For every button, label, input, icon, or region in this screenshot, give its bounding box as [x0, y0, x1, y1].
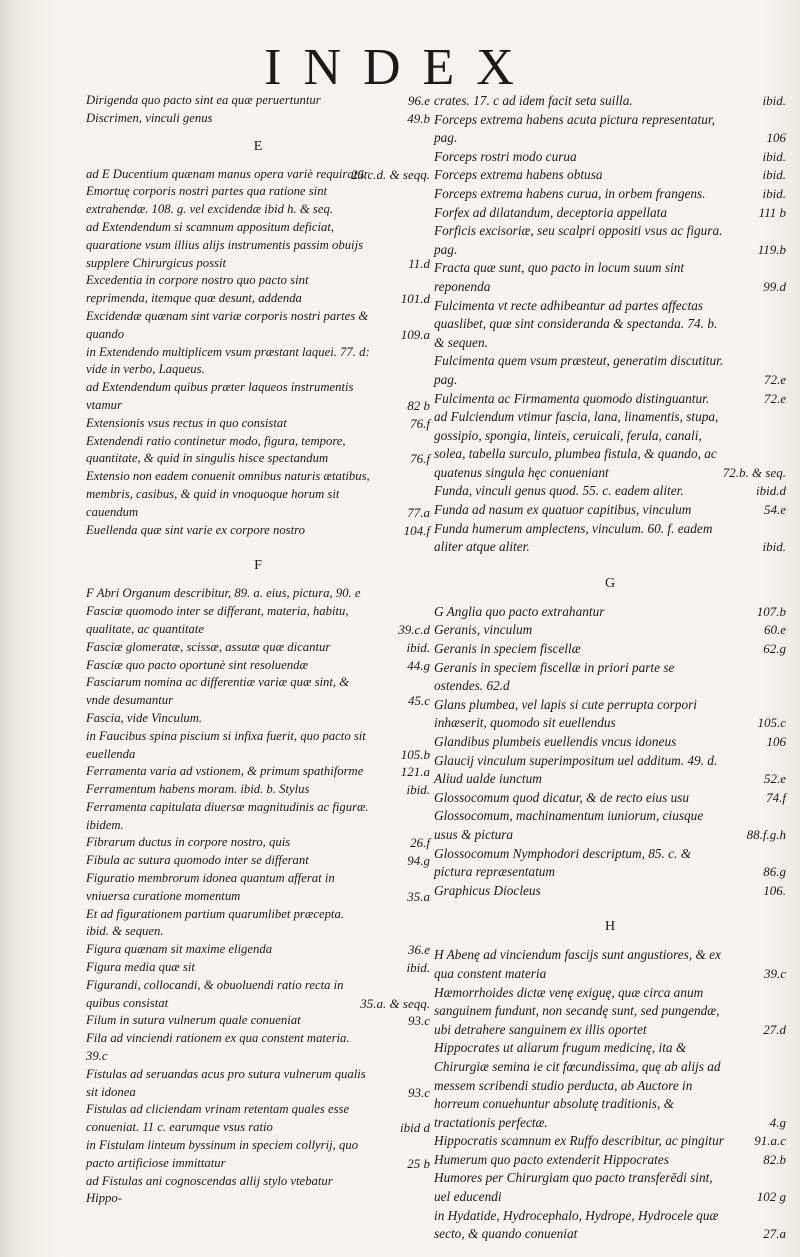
index-entry [434, 1151, 786, 1170]
index-entry-reference: 35.a. & seqq. [360, 995, 430, 1011]
index-entry-reference: ibid.d [756, 483, 786, 499]
index-entry-text: ad E Ducentium quænam manus opera variè requiratur [86, 166, 369, 181]
index-entry-text: Fasciarum nomina ac differentiæ variæ quæ sint, & vnde desumantur [86, 675, 350, 708]
index-entry [86, 468, 430, 521]
index-entry-text: Fracta quæ sunt, quo pacto in locum suum sint reponenda [434, 260, 685, 294]
index-entry-text: Extensio non eadem conuenit omnibus naturis ætatibus, membris, casibus, & quid in vnoquoque horum sit cauendum [86, 469, 370, 519]
index-entry [434, 352, 786, 389]
index-entry-reference: 76.f [410, 415, 430, 431]
index-entry [86, 710, 430, 728]
index-entry-reference: 62.g [763, 641, 786, 657]
index-entry-reference: ibid. [762, 148, 786, 164]
index-entry-reference: ibid. [406, 960, 430, 976]
index-entry-text: Glandibus plumbeis euellendis vncus idoneus [434, 734, 677, 749]
index-entry [434, 297, 786, 353]
index-entry [86, 834, 430, 852]
index-entry-text: Fibrarum ductus in corpore nostro, quis [86, 835, 291, 850]
index-entry-text: Glossocomum quod dicatur, & de recto eius usu [434, 789, 690, 805]
index-entry-reference: 109.a [400, 326, 430, 342]
index-entry-text: ad Extendendum si scamnum appositum deficiat, quaratione vsum illius alijs instrumentis passim obuijs supplere Chirurgicus possit [86, 219, 364, 270]
index-entry-reference: 25.c.d. & seqq. [351, 166, 430, 182]
section-heading-g: G [604, 575, 616, 591]
index-entry-text: Forceps extrema habens curua, in orbem frangens. [434, 185, 706, 201]
index-entry-text: Humores per Chirurgiam quo pacto transferēdi sint, uel educendi [434, 1170, 713, 1205]
index-entry-reference: 107.b [756, 603, 786, 619]
index-entry-reference: 76.f [410, 451, 430, 467]
index-entry-reference: 60.e [763, 622, 786, 638]
index-entry-text: Geranis in speciem fiscellæ [434, 641, 581, 657]
index-entry [86, 272, 430, 308]
index-entry-reference: 121.a [400, 764, 430, 780]
index-entry [434, 789, 786, 808]
index-entry-text: in Fistulam linteum byssinum in speciem collyrij, quo pacto artificiose immittatur [86, 1138, 359, 1170]
index-entry-reference: 44.g [407, 657, 430, 673]
index-entry [86, 219, 430, 272]
index-entry-text: ad Fistulas ani cognoscendas allij stylo vtebatur Hippo- [86, 1173, 333, 1206]
index-entry [434, 92, 786, 111]
index-entry-text: in Extendendo multiplicem vsum præstant laquei. 77. d: vide in verbo, Laqueus. [86, 344, 370, 377]
index-entry [86, 1012, 430, 1030]
index-entry [434, 1207, 786, 1244]
index-entry [434, 640, 786, 659]
index-entry-text: Hippocratis scamnum ex Ruffo describitur, ac pingitur [434, 1133, 724, 1149]
index-entry-text: Dirigenda quo pacto sint ea quæ peruertuntur [86, 93, 321, 107]
index-entry [86, 941, 430, 959]
index-entry-reference: 11.d [408, 255, 430, 271]
index-entry-reference: 27.d [763, 1021, 786, 1037]
index-entry-reference: 39.c.d [398, 621, 430, 637]
index-entry-reference: ibid. [762, 185, 786, 201]
index-entry-text: Geranis, vinculum [434, 622, 533, 638]
index-entry-text: G Anglia quo pacto extrahantur [434, 603, 605, 619]
index-entry [86, 870, 430, 906]
index-entry-reference: 54.e [763, 502, 786, 518]
index-entry-reference: ibid. [762, 93, 786, 108]
index-entry-reference: 72.b. & seq. [722, 464, 786, 480]
index-entry [86, 415, 430, 433]
index-entry-reference: 106 [766, 130, 786, 146]
index-entry-text: Extensionis vsus rectus in quo consistat [86, 415, 287, 430]
index-entry-text: Figura quænam sit maxime eligenda [86, 942, 273, 957]
index-entry [86, 183, 430, 219]
index-entry [86, 657, 430, 675]
index-entry-reference: 101.d [400, 291, 430, 307]
index-entry-text: Fistulas ad seruandas acus pro sutura vulnerum qualis sit idonea [86, 1066, 366, 1099]
index-entry [86, 1066, 430, 1102]
index-entry [86, 166, 430, 184]
index-entry-text: Forceps rostri modo curua [434, 148, 577, 164]
index-entry [86, 852, 430, 870]
index-entry-text: ad Extendendum quibus præter laqueos instrumentis vtamur [86, 380, 354, 412]
index-entry-reference: 105.b [400, 746, 430, 762]
index-entry-reference: 45.c [407, 693, 430, 709]
index-entry [86, 674, 430, 710]
index-entry [434, 166, 786, 185]
index-entry [434, 659, 786, 696]
index-entry-reference: 91.a.c [754, 1133, 786, 1149]
index-entry-text: Forficis excisoriæ, seu scalpri oppositi vsus ac figura. pag. [434, 223, 723, 257]
index-entry-text: Extendendi ratio continetur modo, figura, tempore, quantitate, & quid in singulis hisce spectandum [86, 433, 346, 466]
index-entry-reference: 35.a [407, 888, 430, 904]
index-entry [434, 1169, 786, 1206]
index-entry [86, 977, 430, 1013]
index-entry [86, 1137, 430, 1173]
index-entry-reference: 102 g [756, 1189, 786, 1205]
index-entry-reference: ibid. [762, 167, 786, 183]
page-title: INDEX [264, 39, 536, 96]
index-entry [434, 501, 786, 520]
index-entry [434, 845, 786, 882]
index-entry [86, 1030, 430, 1066]
index-entry-text: Filum in sutura vulnerum quale conueniat [86, 1013, 301, 1028]
index-entry [86, 799, 430, 835]
index-entry-reference: 36.e [407, 942, 430, 958]
index-entry-reference: 26.f [410, 835, 430, 851]
index-entry-reference: 104.f [403, 522, 430, 538]
index-entry-reference: ibid. [762, 539, 786, 555]
index-entry [86, 433, 430, 469]
index-entry [86, 728, 430, 764]
index-entry-text: Discrimen, vinculi genus [86, 110, 213, 125]
index-entry-reference: 82 b [407, 397, 430, 413]
index-entry [434, 390, 786, 409]
index-entry-text: Funda ad nasum ex quatuor capitibus, vinculum [434, 502, 692, 518]
index-entry [86, 344, 430, 380]
index-entry [86, 781, 430, 799]
index-entry-text: Ferramenta varia ad vstionem, & primum spathiforme [86, 764, 364, 779]
index-entry-text: Et ad figurationem partium quarumlibet præcepta. ibid. & sequen. [86, 906, 344, 939]
section-heading-f: F [254, 558, 262, 574]
index-entry [434, 259, 786, 296]
index-entry-text: Fistulas ad cliciendam vrinam retentam quales esse conueniat. 11 c. earumque vsus ratio [86, 1102, 350, 1135]
index-entry-text: Glossocomum, machinamentum iuniorum, ciusque usus & pictura [434, 808, 704, 842]
index-entry-reference: 93.c [407, 1084, 430, 1100]
index-entry [86, 1101, 430, 1137]
index-entry-reference: 88.f.g.h [746, 826, 786, 842]
index-entry-text: Humerum quo pacto extenderit Hippocrates [434, 1151, 669, 1167]
left-column [86, 92, 430, 1208]
index-entry-reference: 99.d [763, 278, 786, 294]
index-entry [86, 92, 430, 110]
index-entry-reference: ibid. [406, 782, 430, 798]
index-entry-reference: 52.e [763, 771, 786, 787]
index-entry [434, 603, 786, 622]
index-entry [86, 763, 430, 781]
index-entry-reference: 106. [763, 882, 786, 898]
index-entry-text: Funda humerum amplectens, vinculum. 60. f. eadem aliter atque aliter. [434, 520, 713, 555]
index-entry [86, 379, 430, 415]
index-entry-text: Fascia, vide Vinculum. [86, 710, 203, 725]
index-entry [434, 733, 786, 752]
index-entry [86, 110, 430, 128]
index-entry-text: Excidendæ quænam sint variæ corporis nostri partes & quando [86, 308, 369, 341]
index-entry-reference: ibid d [400, 1120, 430, 1136]
index-entry [434, 408, 786, 482]
index-entry [86, 906, 430, 942]
index-entry [86, 959, 430, 977]
index-entry-text: Fasciæ quo pacto oportunè sint resoluendæ [86, 657, 308, 672]
index-entry [434, 222, 786, 259]
index-entry [434, 111, 786, 148]
index-entry-text: Fila ad vinciendi rationem ex qua constent materia. 39.c [86, 1031, 350, 1064]
index-entry-text: Graphicus Diocleus [434, 882, 541, 898]
index-entry [86, 308, 430, 344]
index-entry [434, 204, 786, 223]
index-entry-text: F Abri Organum describitur, 89. a. eius, pictura, 90. e [86, 586, 361, 601]
index-entry-reference: 111 b [758, 204, 786, 220]
index-entry-reference: 27.a [763, 1226, 786, 1242]
index-entry-reference: 119.b [757, 241, 786, 257]
index-entry-text: Geranis in speciem fiscellæ in priori parte se ostendes. 62.d [434, 659, 675, 694]
section-heading-e: E [253, 138, 263, 154]
index-entry [434, 520, 786, 557]
index-entry-reference: 25 b [407, 1155, 430, 1171]
index-entry-text: Forceps extrema habens obtusa [434, 167, 603, 183]
index-entry [434, 946, 786, 983]
index-entry [434, 807, 786, 844]
section-heading-h: H [604, 919, 616, 935]
index-entry-text: Fulcimenta quem vsum præsteut, generatim discutitur. pag. [434, 353, 724, 387]
index-entry-reference: 82.b [763, 1151, 786, 1167]
index-entry-text: Forceps extrema habens acuta pictura representatur, pag. [434, 111, 715, 146]
index-entry-text: Figurandi, collocandi, & obuoluendi ratio recta in quibus consistat [86, 977, 344, 1010]
index-entry-text: Fasciæ glomeratæ, scissæ, assutæ quæ dicantur [86, 639, 331, 654]
index-entry-text: Euellenda quæ sint varie ex corpore nostro [86, 522, 305, 537]
index-entry-reference: 4.g [769, 1114, 786, 1130]
index-entry [434, 482, 786, 501]
index-entry [434, 752, 786, 789]
index-entry-text: Fulcimenta vt recte adhibeantur ad partes affectas quaslibet, quæ sint consideranda & spectanda. 74. b. & sequen. [434, 297, 718, 350]
index-entry-reference: 105.c [757, 715, 786, 731]
index-entry-text: Fulcimenta ac Firmamenta quomodo distinguantur. [434, 390, 710, 406]
index-entry [434, 882, 786, 901]
index-entry [434, 148, 786, 167]
index-entry-text: Fibula ac sutura quomodo inter se differant [86, 853, 309, 868]
index-entry-text: ad Fulciendum vtimur fascia, lana, linamentis, stupa, gossipio, spongia, linteis, ceruicali, ferula, canali, solea, tabella surculo, plumbea fistula, & quando, ac quatenus singula hęc conueniant [434, 409, 719, 480]
index-entry-text: Excedentia in corpore nostro quo pacto sint reprimenda, itemque quæ desunt, addenda [86, 273, 309, 306]
index-entry-reference: 49.b [407, 110, 430, 126]
index-entry-reference: 39.c [763, 965, 786, 981]
index-entry-text: Ferramenta capitulata diuersæ magnitudinis ac figuræ. ibidem. [86, 799, 369, 832]
index-entry-reference: 72.e [763, 371, 786, 387]
index-entry-text: in Faucibus spina piscium si infixa fuerit, quo pacto sit euellenda [86, 728, 366, 761]
index-entry-reference: 96.e [407, 93, 430, 108]
index-entry-reference: 93.c [407, 1013, 430, 1029]
right-column [434, 92, 786, 1244]
index-entry [434, 1132, 786, 1151]
index-entry-text: Emortuę corporis nostri partes qua ratione sint extrahendæ. 108. g. vel excidendæ ibid h. & seq. [86, 184, 333, 217]
index-entry-text: Forfex ad dilatandum, deceptoria appellata [434, 204, 668, 220]
index-entry-text: H Abenę ad vinciendum fascijs sunt angustiores, & ex qua constent materia [434, 947, 721, 981]
index-entry [86, 585, 430, 603]
index-entry [434, 1039, 786, 1132]
index-entry-text: Glaucij vinculum superimpositum uel additum. 49. d. Aliud ualde iunctum [434, 752, 718, 787]
index-entry-text: Funda, vinculi genus quod. 55. c. eadem aliter. [434, 483, 684, 499]
index-entry-text: Hæmorrhoides dictæ venę exiguę, quæ circa anum sanguinem fundunt, non secandę sunt, sed pungendæ, ubi detrahere sanguinem ex illis oportet [434, 984, 720, 1037]
index-entry [86, 1173, 430, 1209]
index-entry [434, 621, 786, 640]
index-entry-text: Glossocomum Nymphodori descriptum, 85. c. & pictura repræsentatum [434, 845, 692, 880]
index-entry [434, 185, 786, 204]
index-entry [86, 603, 430, 639]
index-entry-reference: ibid. [406, 639, 430, 655]
index-entry [86, 639, 430, 657]
index-entry-text: Hippocrates ut aliarum frugum medicinę, ita & Chirurgiæ semina ie cit fœcundissima, quę ab alijs ad messem scribendi studio perducta, ab Auctore in horreum conuehuntur absolutę traditionis, & tractationis perfectæ. [434, 1040, 721, 1130]
index-entry-text: Ferramentum habens moram. ibid. b. Stylus [86, 782, 310, 797]
index-entry [434, 696, 786, 733]
index-entry-text: crates. 17. c ad idem facit seta suilla. [434, 93, 633, 108]
index-entry-text: Glans plumbea, vel lapis si cute perrupta corpori inhæserit, quomodo sit euellendus [434, 696, 697, 731]
index-entry-text: Figura media quæ sit [86, 960, 195, 975]
index-entry-reference: 94.g [407, 853, 430, 869]
index-entry-text: Figuratio membrorum idonea quantum afferat in vniuersa curatione momentum [86, 871, 335, 903]
index-entry-reference: 86.g [763, 864, 786, 880]
index-entry-reference: 72.e [763, 390, 786, 406]
index-entry-text: Fasciæ quomodo inter se differant, materia, habitu, qualitate, ac quantitate [86, 604, 349, 636]
index-entry [86, 522, 430, 540]
index-entry-reference: 74.f [766, 789, 786, 805]
index-entry-text: in Hydatide, Hydrocephalo, Hydrope, Hydrocele quæ secto, & quando conueniat [434, 1207, 719, 1242]
index-entry [434, 984, 786, 1040]
index-entry-reference: 106 [766, 734, 786, 749]
index-entry-reference: 77.a [407, 504, 430, 520]
